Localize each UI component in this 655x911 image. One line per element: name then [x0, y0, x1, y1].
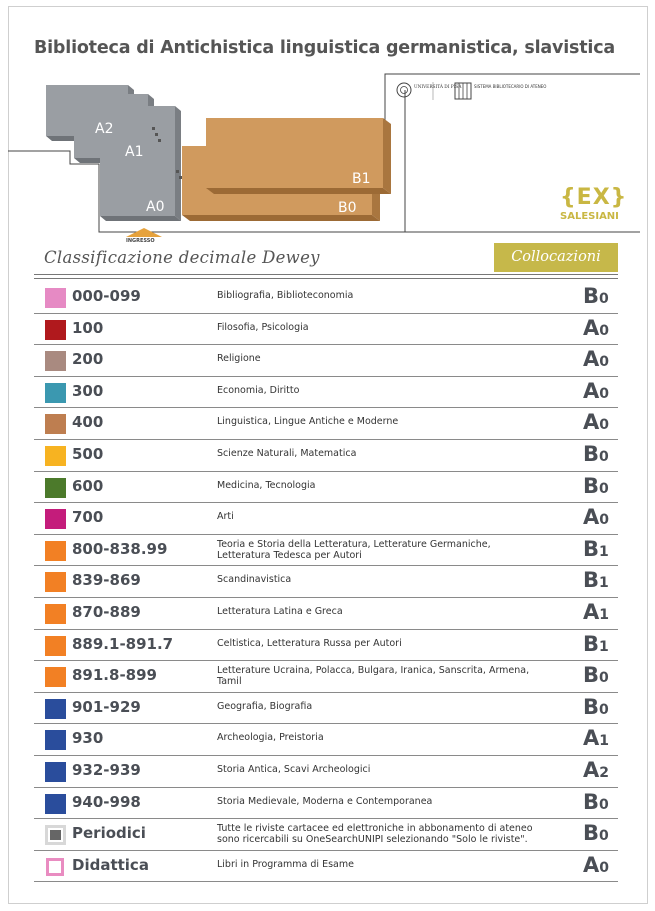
collocation: [583, 347, 609, 371]
color-swatch: [45, 604, 66, 624]
color-swatch: [45, 351, 66, 371]
collocation-floor: 0: [599, 670, 609, 687]
collocation-floor: 0: [599, 859, 610, 876]
salesiani-mark: {EX}: [560, 185, 628, 210]
collocation: [583, 284, 609, 308]
collocation: [583, 821, 609, 845]
collocation-floor: 0: [599, 448, 609, 465]
collocation-floor: 0: [599, 828, 609, 845]
table-row: [34, 472, 618, 504]
table-row: [34, 693, 618, 725]
table-row: [34, 630, 618, 662]
collocation-building: B: [583, 536, 600, 561]
collocation-floor: 0: [599, 385, 610, 402]
collocation-building: B: [583, 789, 600, 814]
collocation-building: B: [583, 694, 600, 719]
collocation-floor: 1: [599, 606, 610, 623]
table-row: [34, 566, 618, 598]
dewey-code: 870-889: [72, 602, 141, 621]
floor-plan: [0, 70, 655, 245]
dewey-code: 300: [72, 381, 104, 400]
collocation: [583, 726, 609, 750]
subject-description: Bibliografia, Biblioteconomia: [217, 290, 354, 301]
library-system-name: SISTEMA BIBLIOTECARIO DI ATENEO: [474, 84, 547, 89]
collocation-floor: 2: [599, 764, 610, 781]
table-row: [34, 661, 618, 693]
collocation-floor: 0: [599, 291, 609, 307]
dewey-table: [34, 282, 618, 882]
dewey-code: Periodici: [72, 824, 146, 843]
color-swatch: [45, 667, 66, 687]
subject-description: Medicina, Tecnologia: [217, 479, 316, 491]
color-swatch: [45, 541, 66, 561]
color-swatch: [45, 288, 66, 308]
collocation-floor: 1: [599, 638, 609, 655]
dewey-code: 839-869: [72, 571, 141, 590]
collocation: [583, 379, 609, 403]
label-a0: A0: [146, 199, 165, 215]
collocation-building: B: [583, 473, 600, 498]
dewey-code: 891.8-899: [72, 666, 157, 685]
university-name: UNIVERSITÀ DI PISA: [414, 85, 462, 90]
table-row: [34, 440, 618, 472]
collocation: [583, 316, 609, 340]
label-a1: A1: [125, 144, 144, 160]
subject-description: Storia Medievale, Moderna e Contemporanea: [217, 795, 433, 807]
collocation-floor: 0: [599, 512, 610, 529]
collocation: [583, 853, 609, 877]
entrance-label: INGRESSO: [126, 238, 155, 244]
collocation-floor: 0: [599, 322, 610, 339]
color-swatch: [45, 414, 66, 434]
color-swatch: [45, 320, 66, 340]
color-swatch: [45, 509, 66, 529]
dewey-code: 500: [72, 444, 104, 463]
salesiani-label: SALESIANI: [560, 211, 619, 222]
table-row: [34, 377, 618, 409]
subject-description: Archeologia, Preistoria: [217, 732, 324, 744]
collocation: [583, 695, 609, 719]
color-swatch: [45, 762, 66, 782]
color-swatch: [45, 699, 66, 719]
dewey-code: 932-939: [72, 760, 141, 779]
collocation-floor: 0: [599, 796, 609, 813]
color-swatch: [45, 636, 66, 656]
subject-description: Geografia, Biografia: [217, 700, 313, 712]
collocation-building: A: [583, 347, 600, 372]
collocation: [583, 505, 609, 529]
table-row: [34, 282, 618, 314]
collocation-building: B: [583, 441, 600, 466]
table-row: [34, 503, 618, 535]
dewey-code: 100: [72, 318, 104, 337]
collocation-building: A: [583, 410, 600, 435]
collocation: [583, 537, 609, 561]
collocation-building: A: [583, 315, 600, 340]
table-row: [34, 724, 618, 756]
collocation-building: A: [583, 505, 600, 530]
collocation-floor: 1: [599, 543, 609, 560]
dewey-code: 200: [72, 350, 104, 369]
collocation: [583, 758, 609, 782]
collocation: [583, 663, 609, 687]
collocation: [583, 790, 609, 814]
table-row: [34, 788, 618, 820]
collocation-building: A: [583, 757, 600, 782]
subject-description: Tutte le riviste cartacee ed elettroniche in abbonamento di ateneo sono ricercabili su OneSearchUNIPI selezionando "Solo le riviste".: [217, 823, 533, 846]
subject-description: Celtistica, Letteratura Russa per Autori: [217, 637, 402, 649]
table-row: [34, 851, 618, 883]
collocation-floor: 0: [599, 417, 610, 434]
dewey-code: 800-838.99: [72, 539, 168, 558]
collocation-building: B: [583, 663, 600, 688]
collocation: [583, 568, 609, 592]
table-row: [34, 756, 618, 788]
label-b1: B1: [352, 171, 371, 187]
color-swatch: [45, 478, 66, 498]
collocation-floor: 0: [599, 480, 609, 497]
table-row: [34, 598, 618, 630]
collocation-building: B: [583, 284, 600, 308]
table-row: [34, 345, 618, 377]
subject-description: Religione: [217, 353, 261, 365]
dewey-code: Didattica: [72, 855, 149, 874]
table-row: [34, 408, 618, 440]
collocation-building: B: [583, 821, 600, 846]
salesiani-logo: [560, 185, 628, 241]
color-swatch: [45, 794, 66, 814]
collocation-building: A: [583, 599, 600, 624]
divider: [34, 274, 618, 275]
color-swatch: [46, 858, 64, 876]
collocation-floor: 1: [599, 575, 609, 592]
collocation-floor: 1: [599, 733, 610, 750]
divider: [34, 278, 618, 279]
university-logos: [395, 80, 547, 104]
table-row: [34, 535, 618, 567]
subject-description: Scandinavistica: [217, 574, 292, 586]
subject-description: Economia, Diritto: [217, 384, 300, 396]
subject-description: Scienze Naturali, Matematica: [217, 447, 357, 459]
color-swatch: [45, 383, 66, 403]
table-row: [34, 819, 618, 851]
subject-description: Storia Antica, Scavi Archeologici: [217, 763, 371, 775]
dewey-code: 930: [72, 729, 104, 748]
label-b0: B0: [338, 200, 357, 216]
color-swatch: [45, 572, 66, 592]
collocation-building: A: [583, 378, 600, 403]
collocation: [583, 442, 609, 466]
subject-description: Letteratura Latina e Greca: [217, 605, 343, 617]
dewey-code: 400: [72, 413, 104, 432]
table-row: [34, 314, 618, 346]
collocation-floor: 0: [599, 354, 610, 371]
dewey-code: 889.1-891.7: [72, 634, 174, 653]
subject-description: Letterature Ucraina, Polacca, Bulgara, Iranica, Sanscrita, Armena, Tamil: [217, 665, 530, 688]
dewey-code: 901-929: [72, 697, 141, 716]
collocation: [583, 600, 609, 624]
collocation-floor: 0: [599, 701, 609, 718]
collocation-building: A: [583, 726, 600, 751]
collocation-building: B: [583, 631, 600, 656]
collocation-building: B: [583, 568, 600, 593]
color-swatch: [45, 825, 66, 845]
label-a2: A2: [95, 121, 114, 137]
collocation: [583, 474, 609, 498]
university-seal-icon: [397, 83, 411, 97]
dewey-code: 600: [72, 476, 104, 495]
subject-description: Teoria e Storia della Letteratura, Letterature Germaniche, Letteratura Tedesca per Autori: [217, 538, 491, 561]
dewey-code: 000-099: [72, 287, 141, 305]
dewey-title: Classificazione decimale Dewey: [44, 248, 320, 267]
color-swatch: [45, 446, 66, 466]
subject-description: Arti: [217, 511, 234, 523]
collocation: [583, 410, 609, 434]
collocations-header: Collocazioni: [494, 243, 618, 272]
collocation-building: A: [583, 852, 600, 877]
collocation: [583, 632, 609, 656]
color-swatch: [45, 730, 66, 750]
page-title: Biblioteca di Antichistica linguistica germanistica, slavistica: [34, 38, 615, 58]
subject-description: Filosofia, Psicologia: [217, 321, 309, 333]
subject-description: Libri in Programma di Esame: [217, 858, 354, 870]
dewey-code: 940-998: [72, 792, 141, 811]
subject-description: Linguistica, Lingue Antiche e Moderne: [217, 416, 399, 428]
dewey-code: 700: [72, 508, 104, 527]
